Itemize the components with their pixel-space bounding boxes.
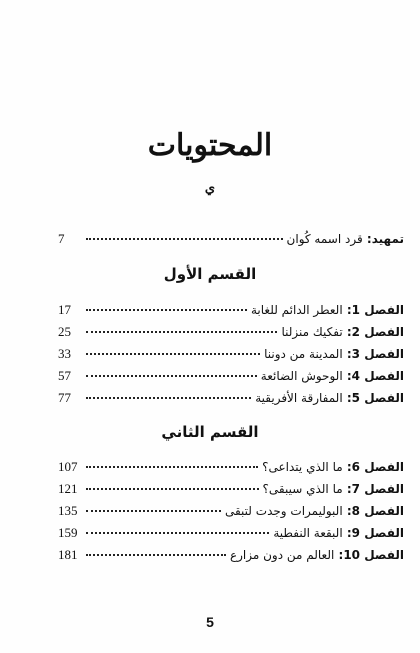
entry-title: قرد اسمه كُوان xyxy=(286,232,363,246)
dot-leader xyxy=(86,331,277,333)
dot-leader xyxy=(86,353,260,355)
entry-title: ما الذي يتداعى؟ xyxy=(262,460,343,474)
dot-leader xyxy=(86,309,247,311)
dot-leader xyxy=(86,238,283,240)
dot-leader xyxy=(86,466,258,468)
entry-label: الفصل 1: xyxy=(346,303,404,317)
entry-title: العالم من دون مزارع xyxy=(229,548,335,562)
entry-page-number: 33 xyxy=(58,346,71,361)
dot-leader xyxy=(86,375,257,377)
entry-label: الفصل 2: xyxy=(346,325,404,339)
dot-leader xyxy=(86,397,251,399)
dot-leader xyxy=(86,532,269,534)
entry-label: الفصل 10: xyxy=(338,548,404,562)
toc-entry-chapter-9[interactable] xyxy=(58,525,404,545)
dot-leader xyxy=(86,510,221,512)
toc-entry-chapter-3[interactable] xyxy=(58,346,404,366)
entry-title: المدينة من دوننا xyxy=(264,347,343,361)
entry-page-number: 181 xyxy=(58,547,78,562)
entry-title: الوحوش الضائعة xyxy=(260,369,343,383)
entry-label: الفصل 7: xyxy=(346,482,404,496)
toc-entry-chapter-7[interactable] xyxy=(58,481,404,501)
entry-label: الفصل 9: xyxy=(346,526,404,540)
entry-page-number: 121 xyxy=(58,481,78,496)
entry-label: الفصل 5: xyxy=(346,391,404,405)
ornament: ي xyxy=(204,181,216,196)
page-number: 5 xyxy=(206,614,214,630)
entry-page-number: 107 xyxy=(58,459,78,474)
toc-entry-chapter-1[interactable] xyxy=(58,302,404,322)
entry-title: تفكيك منزلنا xyxy=(281,325,343,339)
toc-entry-chapter-4[interactable] xyxy=(58,368,404,388)
entry-page-number: 7 xyxy=(58,231,65,246)
section-heading-part1: القسم الأول xyxy=(163,265,257,283)
dot-leader xyxy=(86,554,226,556)
toc-entry-chapter-8[interactable] xyxy=(58,503,404,523)
entry-label: الفصل 8: xyxy=(346,504,404,518)
entry-title: المفارقة الأفريقية xyxy=(255,391,343,405)
entry-page-number: 17 xyxy=(58,302,71,317)
entry-page-number: 135 xyxy=(58,503,78,518)
section-heading-part2: القسم الثاني xyxy=(161,423,259,441)
toc-entry-chapter-6[interactable] xyxy=(58,459,404,479)
entry-title: البقعة النفطية xyxy=(273,526,343,540)
entry-page-number: 25 xyxy=(58,324,71,339)
toc-entry-chapter-5[interactable] xyxy=(58,390,404,410)
toc-entry-preface[interactable] xyxy=(58,231,404,251)
entry-label: تمهيد: xyxy=(366,232,404,246)
toc-entry-chapter-2[interactable] xyxy=(58,324,404,344)
toc-entry-chapter-10[interactable] xyxy=(58,547,404,567)
page-title: المحتويات xyxy=(147,128,273,163)
entry-title: ما الذي سيبقى؟ xyxy=(262,482,343,496)
entry-label: الفصل 3: xyxy=(346,347,404,361)
entry-label: الفصل 6: xyxy=(346,460,404,474)
entry-page-number: 159 xyxy=(58,525,78,540)
entry-title: العطر الدائم للغابة xyxy=(251,303,343,317)
entry-page-number: 57 xyxy=(58,368,71,383)
entry-title: البوليمرات وجدت لتبقى xyxy=(224,504,343,518)
entry-page-number: 77 xyxy=(58,390,71,405)
entry-label: الفصل 4: xyxy=(346,369,404,383)
dot-leader xyxy=(86,488,259,490)
